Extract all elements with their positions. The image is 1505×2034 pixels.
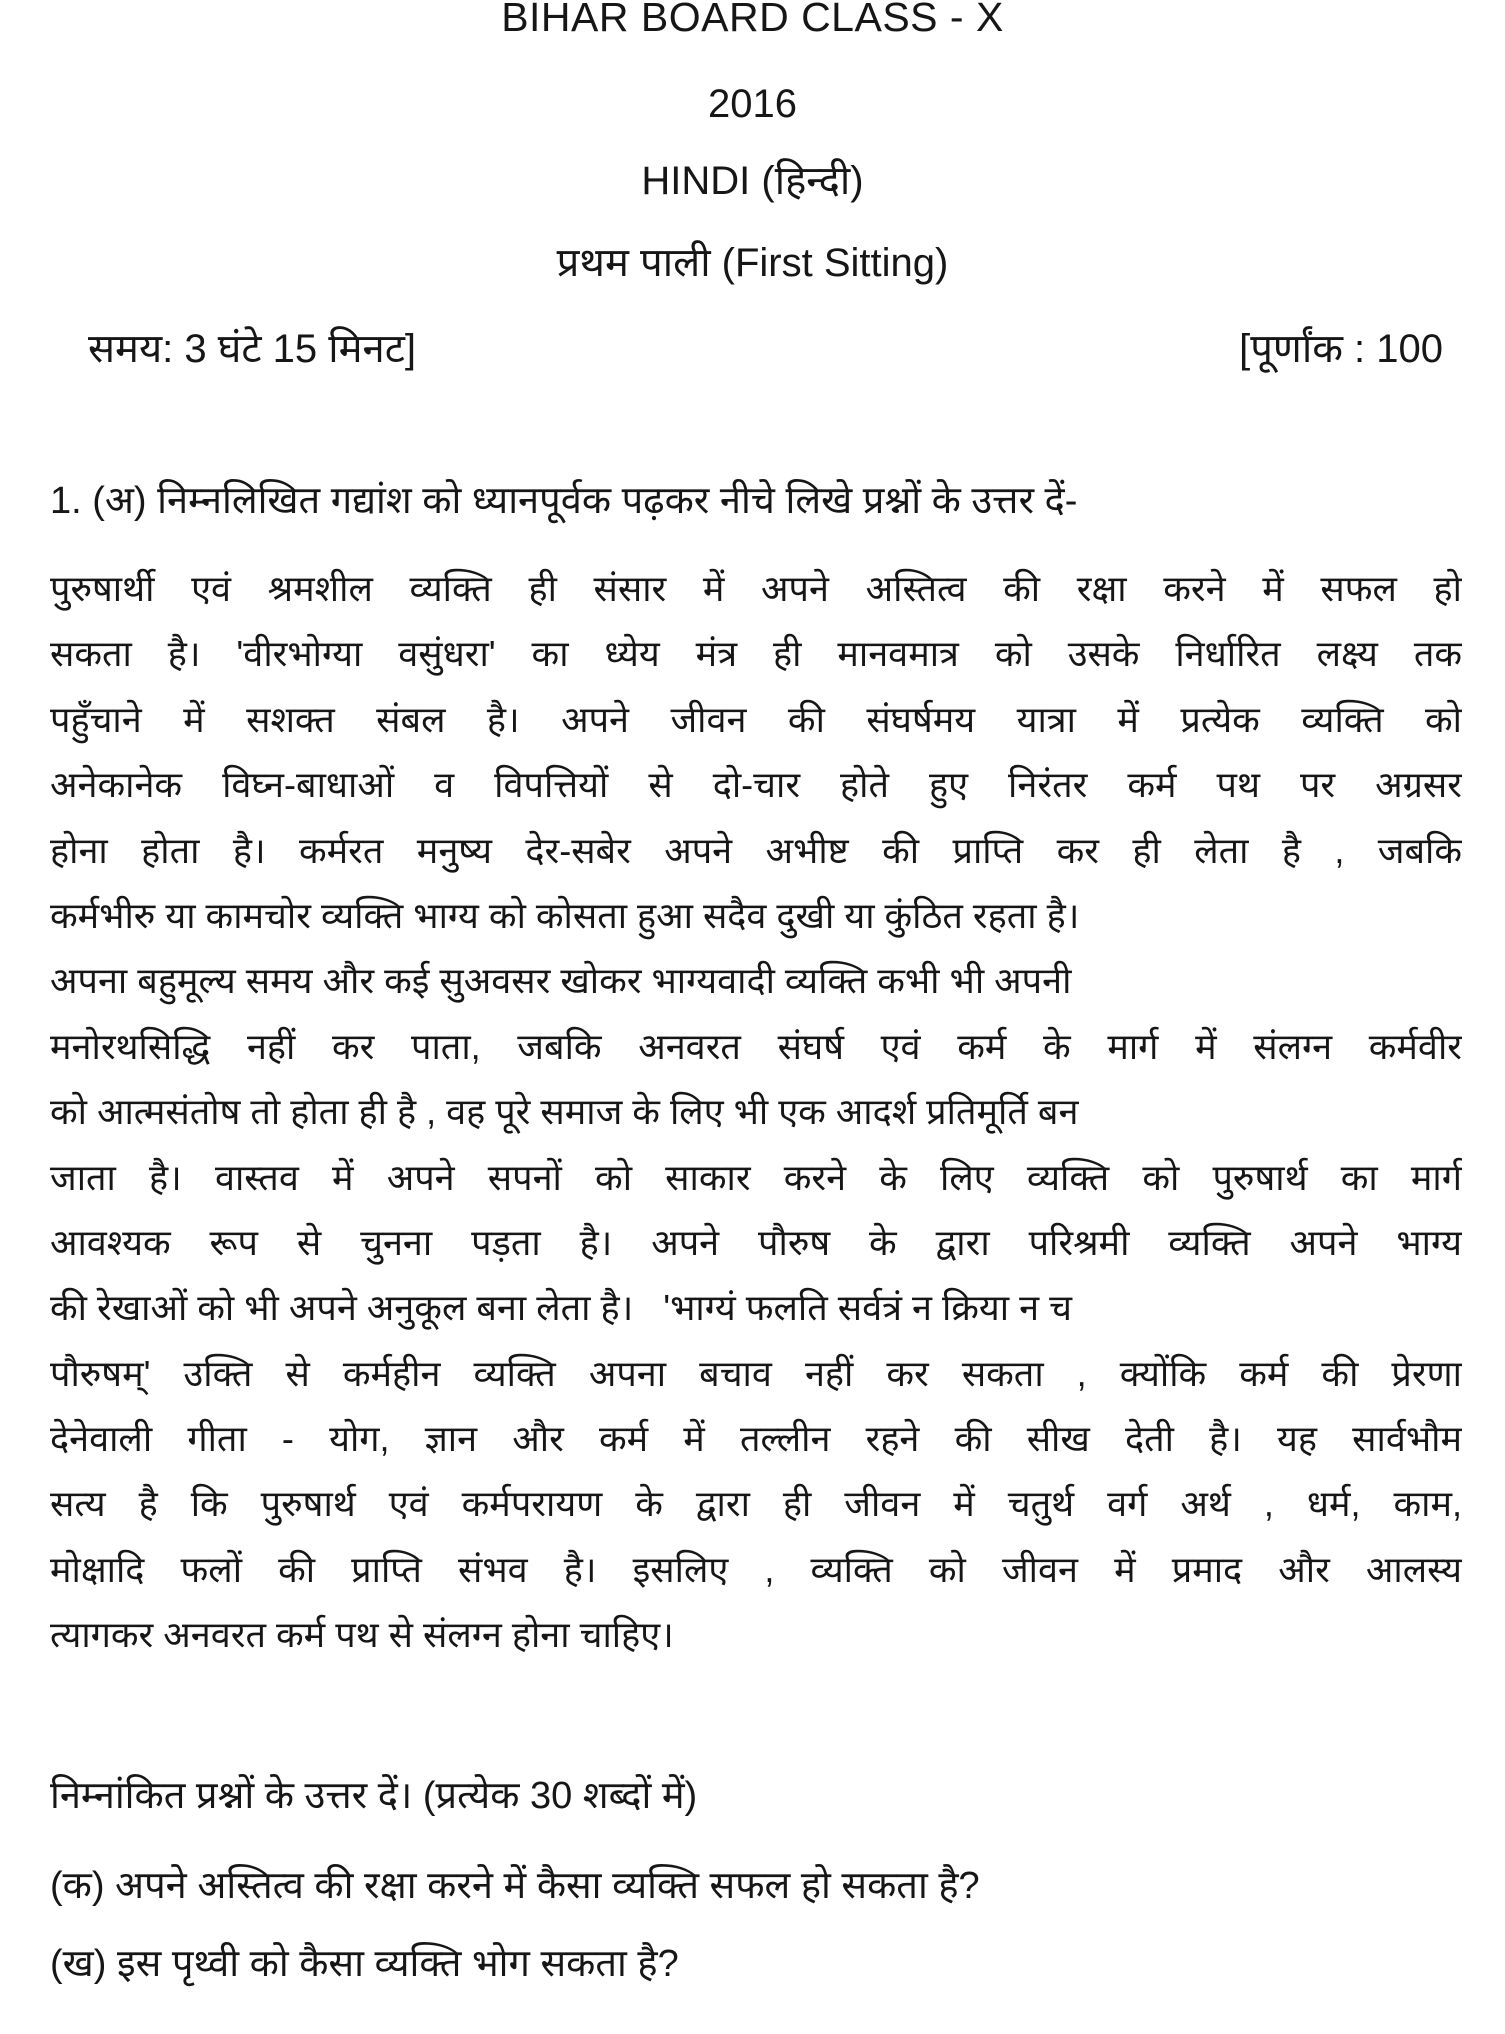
passage-line: पहुँचाने में सशक्त संबल है। अपने जीवन की संघर्षमय यात्रा में प्रत्येक व्यक्ति को — [50, 698, 1462, 740]
passage-line: पुरुषार्थी एवं श्रमशील व्यक्ति ही संसार में अपने अस्तित्व की रक्षा करने में सफल हो — [50, 568, 1462, 609]
passage-line: मनोरथसिद्धि नहीं कर पाता, जबकि अनवरत संघर्ष एवं कर्म के मार्ग में संलग्न कर्मवीर — [50, 1025, 1462, 1067]
passage-line: आवश्यक रूप से चुनना पड़ता है। अपने पौरुष के द्वारा परिश्रमी व्यक्ति अपने भाग्य — [50, 1221, 1462, 1263]
passage-line: मोक्षादि फलों की प्राप्ति संभव है। इसलिए , व्यक्ति को जीवन में प्रमाद और आलस्य — [50, 1548, 1462, 1590]
passage-line: अपना बहुमूल्य समय और कई सुअवसर खोकर भाग्यवादी व्यक्ति कभी भी अपनी — [50, 960, 1072, 1002]
passage-line: पौरुषम्' उक्ति से कर्महीन व्यक्ति अपना बचाव नहीं कर सकता , क्योंकि कर्म की प्रेरणा — [50, 1352, 1462, 1394]
passage-line: सत्य है कि पुरुषार्थ एवं कर्मपरायण के द्वारा ही जीवन में चतुर्थ वर्ग अर्थ , धर्म, काम, — [50, 1483, 1462, 1525]
passage-line: को आत्मसंतोष तो होता ही है , वह पूरे समाज के लिए भी एक आदर्श प्रतिमूर्ति बन — [50, 1091, 1079, 1133]
passage-line: सकता है। 'वीरभोग्या वसुंधरा' का ध्येय मंत्र ही मानवमात्र को उसके निर्धारित लक्ष्य तक — [50, 633, 1462, 675]
question-1-instruction: 1. (अ) निम्नलिखित गद्यांश को ध्यानपूर्वक पढ़कर नीचे लिखे प्रश्नों के उत्तर दें- — [50, 480, 1078, 522]
sitting-title: प्रथम पाली (First Sitting) — [556, 241, 949, 285]
passage-line: त्यागकर अनवरत कर्म पथ से संलग्न होना चाहिए। — [50, 1614, 674, 1656]
subquestion-ka: (क) अपने अस्तित्व की रक्षा करने में कैसा व्यक्ति सफल हो सकता है? — [50, 1865, 980, 1907]
passage-line: होना होता है। कर्मरत मनुष्य देर-सबेर अपने अभीष्ट की प्राप्ति कर ही लेता है , जबकि — [50, 829, 1462, 871]
passage-line: जाता है। वास्तव में अपने सपनों को साकार करने के लिए व्यक्ति को पुरुषार्थ का मार्ग — [50, 1156, 1462, 1198]
exam-meta-row — [88, 319, 1443, 374]
full-marks-label: [पूर्णांक : 100 — [1239, 327, 1443, 371]
exam-year: 2016 — [708, 82, 797, 126]
subquestion-kha: (ख) इस पृथ्वी को कैसा व्यक्ति भोग सकता है? — [50, 1943, 679, 1985]
subject-title: HINDI (हिन्दी) — [641, 159, 864, 203]
board-title: BIHAR BOARD CLASS - X — [501, 0, 1004, 40]
passage-line: देनेवाली गीता - योग, ज्ञान और कर्म में तल्लीन रहने की सीख देती है। यह सार्वभौम — [50, 1418, 1462, 1460]
reading-passage — [50, 556, 1462, 1668]
passage-line: की रेखाओं को भी अपने अनुकूल बना लेता है। 'भाग्यं फलति सर्वत्रं न क्रिया न च — [50, 1287, 1072, 1329]
passage-line: कर्मभीरु या कामचोर व्यक्ति भाग्य को कोसता हुआ सदैव दुखी या कुंठित रहता है। — [50, 894, 1080, 936]
subquestions-intro: निम्नांकित प्रश्नों के उत्तर दें। (प्रत्येक 30 शब्दों में) — [50, 1775, 698, 1817]
time-allowed-label: समय: 3 घंटे 15 मिनट] — [88, 327, 417, 371]
passage-line: अनेकानेक विघ्न-बाधाओं व विपत्तियों से दो-चार होते हुए निरंतर कर्म पथ पर अग्रसर — [50, 764, 1462, 806]
